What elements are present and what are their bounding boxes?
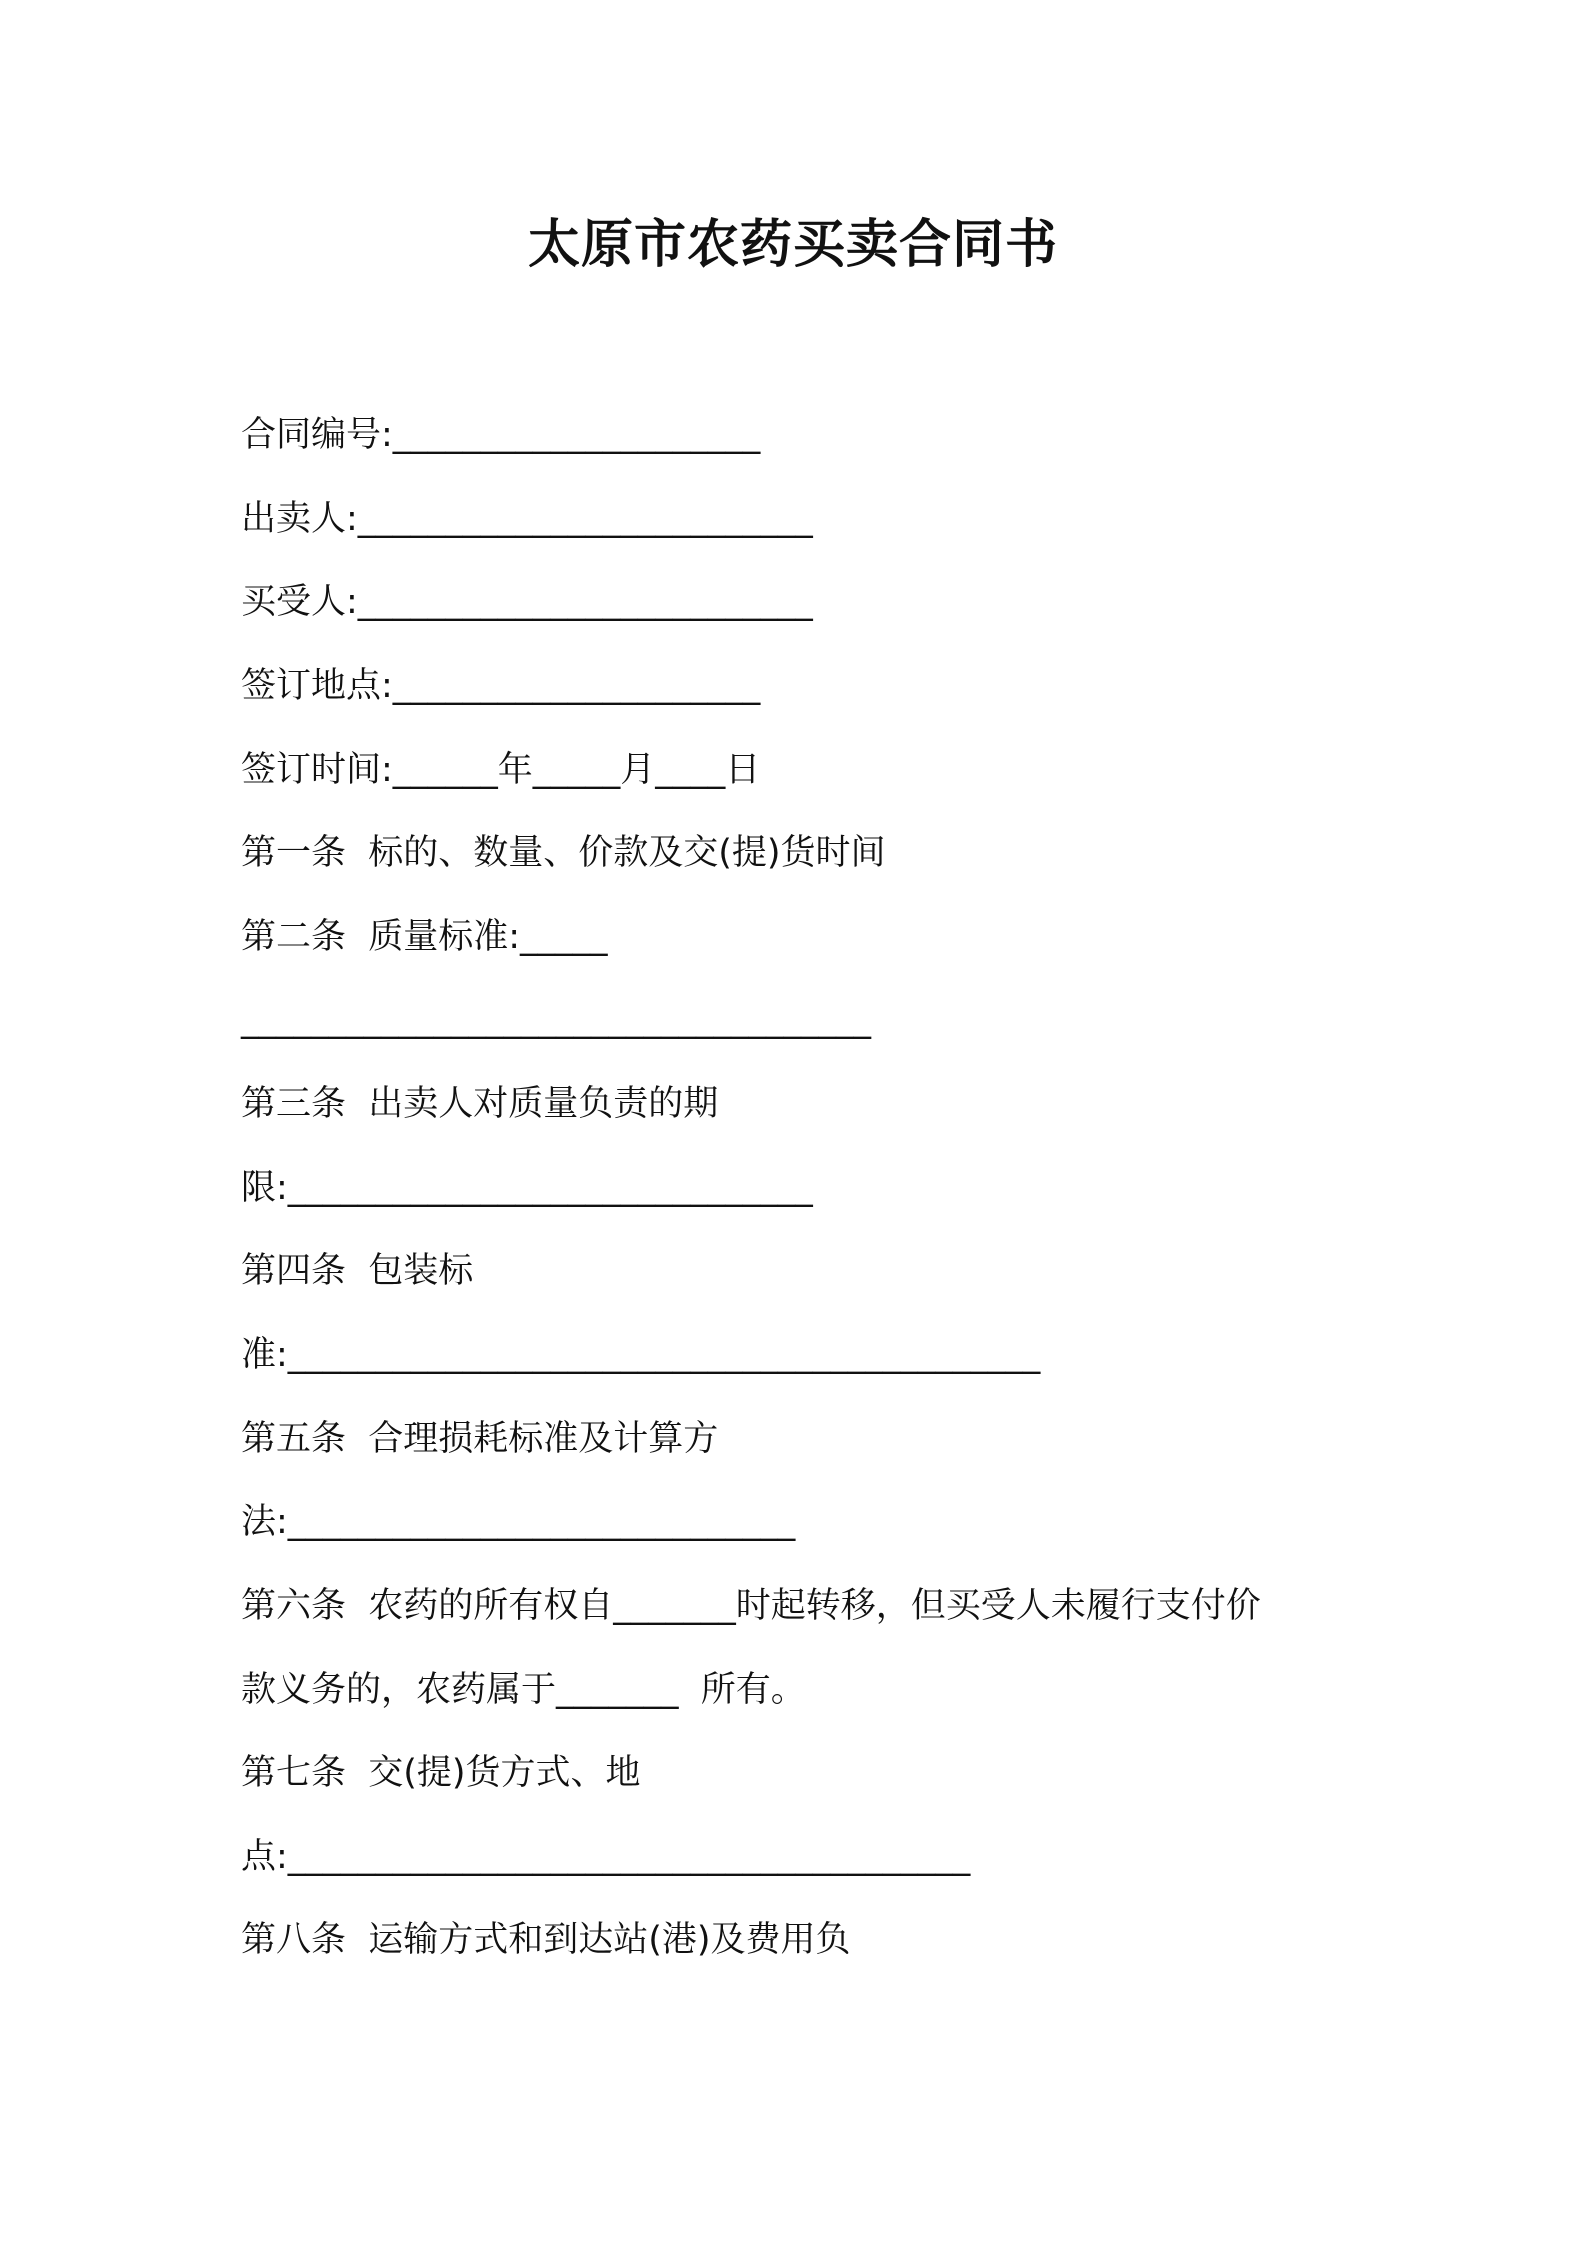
seller-field: 出卖人:__________________________ [241,499,813,539]
article-7: 第七条 交(提)货方式、地 [241,1753,641,1793]
article-2: 第二条 质量标准:_____ [241,917,608,957]
article-4: 第四条 包装标 [241,1251,474,1291]
buyer-field: 买受人:__________________________ [241,582,813,622]
article-3: 第三条 出卖人对质量负责的期 [241,1084,719,1124]
contract-number-field: 合同编号:_____________________ [241,415,761,455]
article-6: 第六条 农药的所有权自_______时起转移，但买受人未履行支付价 [241,1586,1261,1626]
article-4-cont: 准:___________________________________________ [241,1335,1041,1375]
article-2-blank: ____________________________________ [241,1000,871,1040]
article-3-cont: 限:______________________________ [241,1168,813,1208]
signing-date-field: 签订时间:______年_____月____日 [241,750,761,790]
article-7-cont: 点:_______________________________________ [241,1837,971,1877]
article-8: 第八条 运输方式和到达站(港)及费用负 [241,1920,851,1960]
article-5: 第五条 合理损耗标准及计算方 [241,1419,719,1459]
signing-place-field: 签订地点:_____________________ [241,666,761,706]
document-title: 太原市农药买卖合同书 [527,215,1058,275]
article-5-cont: 法:_____________________________ [241,1502,796,1542]
article-1: 第一条 标的、数量、价款及交(提)货时间 [241,833,886,873]
article-6-cont: 款义务的，农药属于_______ 所有。 [241,1670,806,1710]
